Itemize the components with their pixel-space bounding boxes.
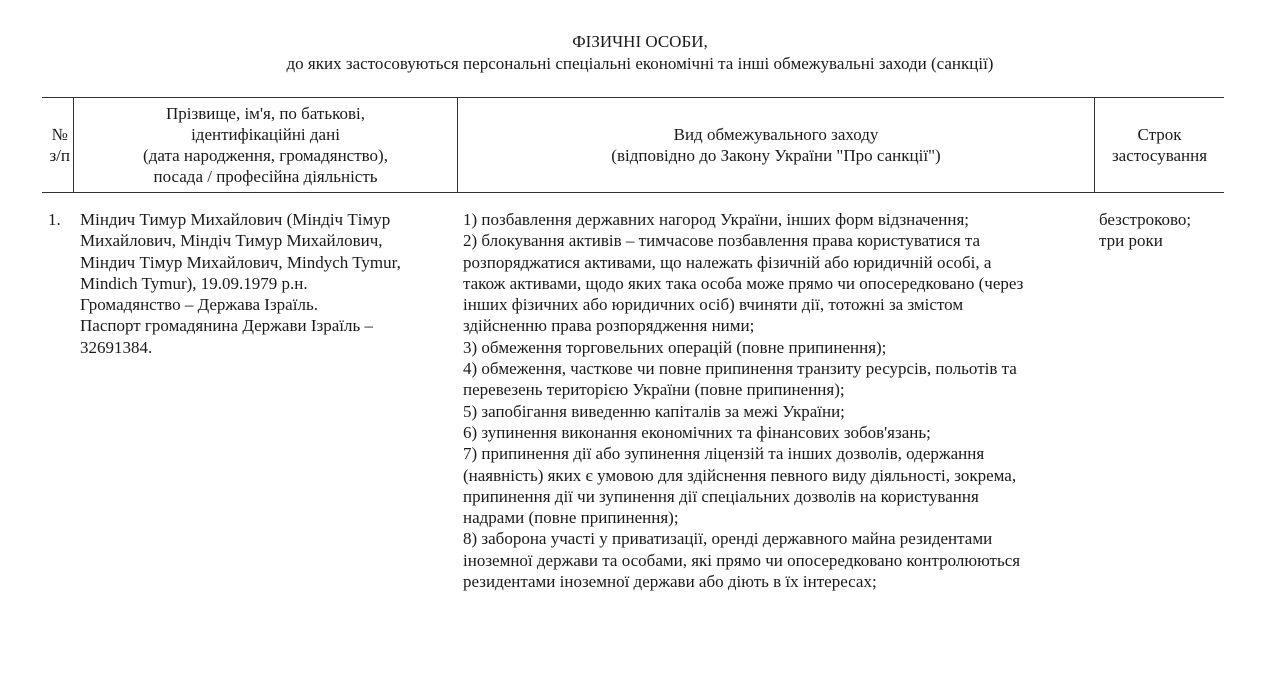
measure-line: інших фізичних або юридичних осіб) вчиняти дії, тотожні за змістом [463, 295, 964, 315]
measure-line: (наявність) яких є умовою для здійснення певного виду діяльності, зокрема, [463, 465, 1017, 485]
header-term-line: Строк [1137, 125, 1182, 144]
term-details [1099, 209, 1191, 252]
person-line: 32691384. [80, 337, 153, 357]
measure-line: 5) запобігання виведенню капіталів за межі України; [463, 401, 845, 421]
measure-line: резидентами іноземної держави або діють в їх інтересах; [463, 572, 877, 592]
row-number: 1. [48, 210, 61, 229]
measure-line: 1) позбавлення державних нагород України, інших форм відзначення; [463, 210, 969, 229]
header-person [74, 97, 457, 193]
person-details [80, 209, 401, 358]
header-person-line: посада / професійна діяльність [153, 167, 378, 186]
document-subtitle: до яких застосовуються персональні спеціальні економічні та інші обмежувальні заходи (санкції) [286, 54, 994, 73]
header-measure-line: Вид обмежувального заходу [673, 125, 879, 144]
header-measure [458, 97, 1094, 193]
measure-line: 3) обмеження торговельних операцій (повне припинення); [463, 337, 887, 357]
document-title: ФІЗИЧНІ ОСОБИ, [572, 32, 708, 51]
person-line: Міндич Тимур Михайлович (Міндіч Тімур [80, 210, 391, 229]
header-term [1095, 97, 1224, 193]
measure-line: здійсненню права розпорядження ними; [463, 316, 755, 336]
measures-list [463, 209, 1023, 592]
header-person-line: (дата народження, громадянство), [143, 146, 388, 165]
measure-line: надрами (повне припинення); [463, 508, 679, 528]
measure-line: 4) обмеження, часткове чи повне припинення транзиту ресурсів, польотів та [463, 359, 1017, 379]
measure-line: іноземної держави та особами, які прямо чи опосередковано контролюються [463, 550, 1021, 570]
header-number [42, 97, 73, 193]
person-line: Михайлович, Міндіч Тимур Михайлович, [80, 231, 383, 251]
measure-line: 2) блокування активів – тимчасове позбавлення права користуватися та [463, 231, 981, 251]
header-measure-line: (відповідно до Закону України "Про санкції") [611, 146, 941, 165]
measure-line: 8) заборона участі у приватизації, оренді державного майна резидентами [463, 529, 993, 549]
header-person-line: Прізвище, ім'я, по батькові, [165, 104, 366, 123]
measure-line: розпоряджатися активами, що належать фізичній або юридичній особі, а [463, 252, 992, 272]
person-line: Громадянство – Держава Ізраїль. [80, 295, 318, 315]
measure-line: 7) припинення дії або зупинення ліцензій та інших дозволів, одержання [463, 444, 985, 464]
header-term-line: застосування [1111, 146, 1208, 165]
header-number-line: з/п [49, 146, 70, 165]
person-line: Mindich Tymur), 19.09.1979 р.н. [80, 273, 308, 293]
header-number-line: № [51, 125, 68, 144]
term-line: три роки [1099, 231, 1163, 251]
measure-line: перевезень територією України (повне припинення); [463, 380, 845, 400]
person-line: Паспорт громадянина Держави Ізраїль – [80, 316, 373, 336]
measure-line: також активами, щодо яких така особа може прямо чи опосередковано (через [463, 273, 1024, 293]
term-line: безстроково; [1099, 210, 1192, 229]
header-person-line: ідентифікаційні дані [191, 125, 340, 144]
measure-line: припинення дії чи зупинення дії спеціальних дозволів на користування [463, 486, 979, 506]
measure-line: 6) зупинення виконання економічних та фінансових зобов'язань; [463, 422, 931, 442]
person-line: Міндич Тімур Михайлович, Mindych Tymur, [80, 252, 401, 272]
